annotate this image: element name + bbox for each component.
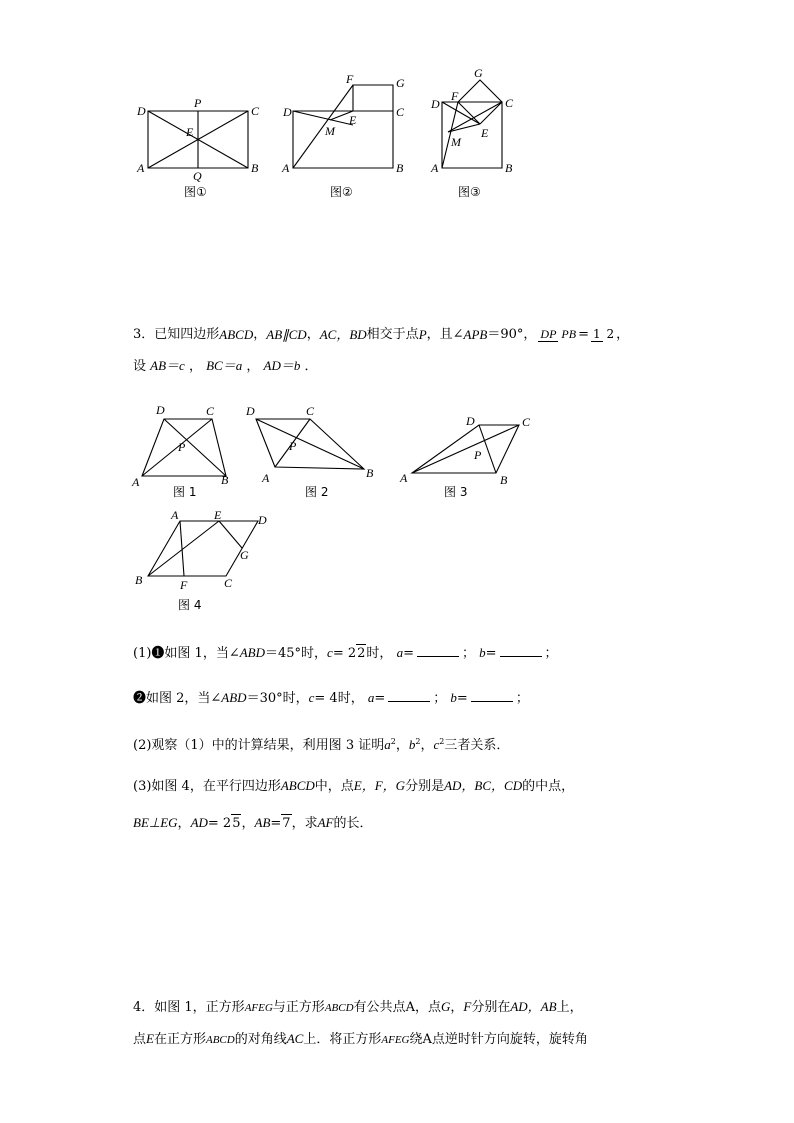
label-B: B: [221, 473, 229, 487]
label-D: D: [258, 513, 267, 527]
q3-line-1: 3．已知四边形 ABCD ， AB∥CD ， AC，BD 相交于点 P ，且∠ APB ＝90°， DP PB = 1 2 ，: [133, 327, 630, 342]
q3-line-2: 设 AB＝c ， BC＝a ， AD＝b ．: [133, 358, 318, 374]
label-E: E: [214, 508, 222, 522]
caption: 图①: [184, 185, 207, 199]
q3-figure-4: [130, 505, 280, 615]
label-B: B: [135, 573, 143, 587]
label-E: E: [186, 125, 194, 139]
figure-3-top: [428, 66, 528, 202]
label-D: D: [431, 97, 440, 111]
answer-blank-b[interactable]: [500, 644, 542, 657]
q3-part-1-1: (1)❶如图 1，当∠ABD＝45°时，c= 22时， a= ； b= ；: [133, 645, 558, 661]
fraction-half: 1 2: [593, 327, 615, 341]
caption: 图②: [330, 185, 353, 199]
label-Q: Q: [193, 169, 202, 183]
q3-figure-3-svg: [398, 400, 548, 500]
label-P: P: [178, 440, 186, 454]
q3-part-2: (2)观察（1）中的计算结果，利用图 3 证明$a^2$，$b^2$，$c^2$三者关系．: [133, 737, 510, 754]
label-F: F: [180, 578, 188, 592]
label-B: B: [366, 466, 374, 480]
figure-1-svg: [134, 96, 264, 202]
label-A: A: [171, 508, 179, 522]
label-D: D: [246, 404, 255, 418]
q3-figure-4-svg: [130, 505, 280, 615]
answer-blank-a[interactable]: [388, 689, 430, 702]
label-E: E: [349, 113, 357, 127]
q3-figure-1-svg: [130, 400, 240, 500]
q3-part-1-2: ❷如图 2，当∠ABD＝30°时，c= 4时， a= ； b= ；: [133, 690, 529, 706]
q3-figure-2-svg: [243, 400, 383, 500]
label-D: D: [137, 104, 146, 118]
label-P: P: [194, 96, 202, 110]
label-D: D: [283, 105, 292, 119]
label-P: P: [289, 439, 297, 453]
label-A: A: [400, 471, 408, 485]
sqrt-5: 5: [232, 816, 241, 831]
label-A: A: [282, 161, 290, 175]
label-C: C: [251, 104, 260, 118]
q3-figure-1: [130, 400, 240, 500]
q3-part-3-line-1: (3)如图 4，在平行四边形ABCD中，点E，F，G分别是AD，BC，CD的中点，: [133, 778, 575, 794]
label-C: C: [206, 404, 215, 418]
label-P: P: [474, 448, 482, 462]
label-G: G: [240, 548, 249, 562]
answer-blank-a[interactable]: [417, 644, 459, 657]
label-D: D: [466, 414, 475, 428]
sqrt-7: 7: [282, 816, 291, 831]
figure-1-top: [134, 96, 264, 202]
label-D: D: [156, 403, 165, 417]
label-C: C: [396, 105, 405, 119]
label-A: A: [137, 161, 145, 175]
answer-blank-b[interactable]: [471, 689, 513, 702]
label-B: B: [396, 161, 404, 175]
q3-figure-3: [398, 400, 548, 500]
label-A: A: [431, 161, 439, 175]
label-C: C: [306, 404, 315, 418]
figure-3-svg: [428, 66, 528, 202]
label-B: B: [251, 161, 259, 175]
label-G: G: [474, 66, 483, 80]
label-C: C: [505, 96, 514, 110]
label-A: A: [262, 471, 270, 485]
label-F: F: [346, 72, 354, 86]
label-C: C: [224, 576, 233, 590]
label-M: M: [325, 124, 335, 138]
fraction-dp-pb: DP PB: [540, 327, 577, 341]
caption: 图③: [458, 185, 481, 199]
figure-2-svg: [280, 72, 410, 202]
caption: 图 3: [444, 485, 468, 499]
q4-line-1: 4．如图 1，正方形AFEG与正方形ABCD有公共点A，点G，F分别在AD，AB上，: [133, 999, 583, 1015]
label-B: B: [500, 473, 508, 487]
q4-line-2: 点E在正方形ABCD的对角线AC上．将正方形AFEG绕A点逆时针方向旋转，旋转角: [133, 1031, 588, 1047]
label-A: A: [132, 475, 140, 489]
figure-2-top: [280, 72, 410, 202]
q3-figure-2: [243, 400, 383, 500]
label-G: G: [396, 76, 405, 90]
label-F: F: [451, 89, 459, 103]
caption: 图 2: [305, 485, 329, 499]
label-B: B: [505, 161, 513, 175]
sqrt-2: 2: [357, 646, 366, 661]
caption: 图 1: [173, 485, 197, 499]
caption: 图 4: [178, 598, 202, 612]
label-C: C: [522, 415, 531, 429]
q3-part-3-line-2: BE⊥EG，AD= 25，AB=7，求AF的长．: [133, 815, 373, 831]
label-E: E: [481, 126, 489, 140]
label-M: M: [451, 135, 461, 149]
